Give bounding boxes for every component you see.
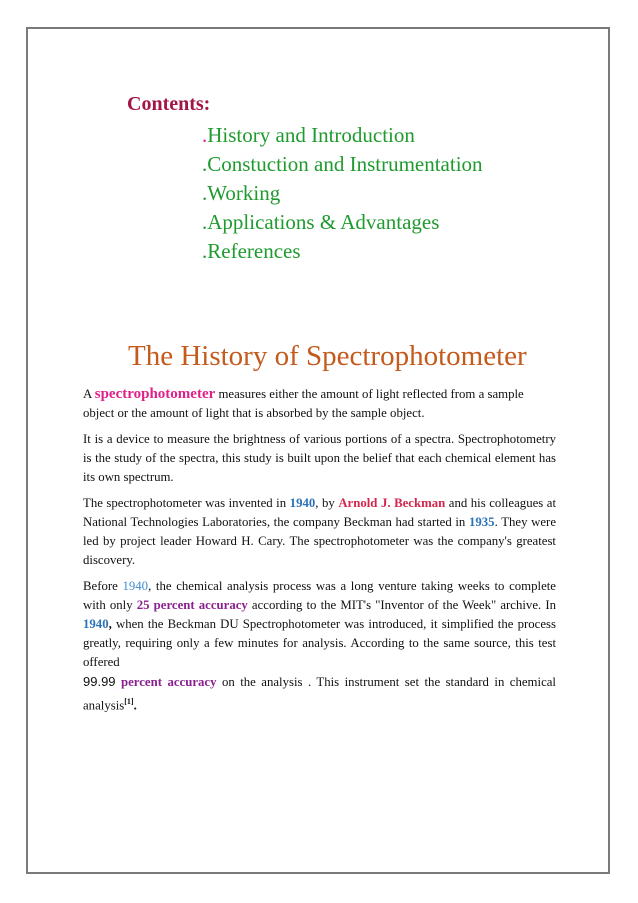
year-highlight: 1940 xyxy=(122,579,149,593)
reference-marker[interactable]: [1] xyxy=(124,697,134,706)
year-highlight: 1935 xyxy=(468,515,495,529)
toc-item-label: References xyxy=(207,239,301,263)
text-run: . They were led by project leader Howard H. Cary. The spectrophotometer was the company's greatest discovery. xyxy=(83,515,556,567)
toc-item-references[interactable]: .References xyxy=(202,239,301,263)
text-run: when the Beckman DU Spectrophotometer was introduced, it simplified the process greatly, requiring only a few minutes for analysis. According to the same source, this test offered xyxy=(83,617,556,669)
text-run: and his colleagues at National Technologies Laboratories, the company Beckman had started in xyxy=(83,496,557,529)
toc-item-history[interactable]: .History and Introduction xyxy=(202,123,415,147)
toc-item-label: Constuction and Instrumentation xyxy=(207,152,483,176)
toc-item-label: Applications & Advantages xyxy=(207,210,440,234)
year-highlight: 1940 xyxy=(83,617,109,631)
accuracy-highlight: 25 percent accuracy xyxy=(136,598,248,612)
toc-item-label: Working xyxy=(207,181,281,205)
toc-item-working[interactable]: .Working xyxy=(202,181,281,205)
body-text xyxy=(83,385,556,722)
text-run: measures either the amount of light reflected from a sample object or the amount of light that is absorbed by the sample object. xyxy=(83,387,524,420)
section-title: The History of Spectrophotometer xyxy=(128,340,527,372)
toc-item-construction[interactable]: .Constuction and Instrumentation xyxy=(202,152,483,176)
paragraph-invention xyxy=(83,494,556,570)
text-run: . xyxy=(133,698,137,713)
text-run: on the analysis . This instrument set the standard in chemical analysis xyxy=(83,675,556,713)
text-run: A xyxy=(83,387,95,401)
contents-heading: Contents: xyxy=(127,93,211,115)
toc-item-label: History and Introduction xyxy=(207,123,415,147)
paragraph-accuracy xyxy=(83,577,556,715)
inventor-name: Arnold J. Beckman xyxy=(338,496,446,510)
accuracy-highlight: percent accuracy xyxy=(115,675,217,689)
paragraph-definition xyxy=(83,385,556,423)
paragraph-device: It is a device to measure the brightness of various portions of a spectra. Spectrophotometry is the study of the spectra, this study is built upon the belief that each chemical element has its own spectrum. xyxy=(83,432,556,484)
text-run: , xyxy=(108,617,112,631)
accuracy-number: 99.99 xyxy=(83,674,116,689)
text-run: , the chemical analysis process was a long venture taking weeks to complete with only xyxy=(83,579,556,612)
text-run: , by xyxy=(315,496,339,510)
text-run: The spectrophotometer was invented in xyxy=(83,496,290,510)
toc-item-applications[interactable]: .Applications & Advantages xyxy=(202,210,440,234)
term-highlight: spectrophotometer xyxy=(94,386,216,402)
text-run: Before xyxy=(83,579,123,593)
table-of-contents xyxy=(202,121,483,266)
year-highlight: 1940 xyxy=(289,496,316,510)
text-run: according to the MIT's "Inventor of the Week" archive. In xyxy=(247,598,556,612)
